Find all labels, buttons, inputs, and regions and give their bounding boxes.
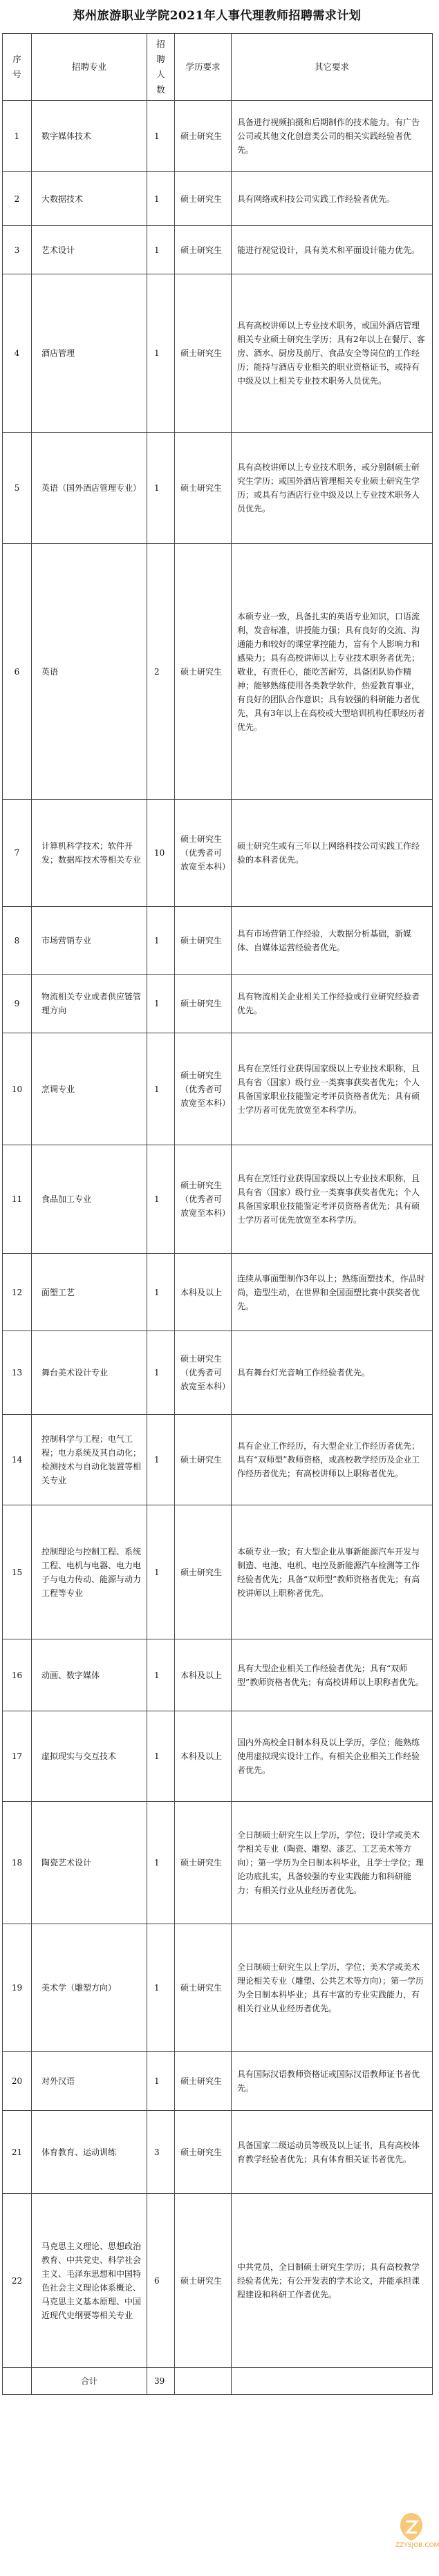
cell-no: 10 bbox=[3, 1033, 32, 1145]
table-row bbox=[3, 433, 433, 544]
cell-education: 硕士研究生 bbox=[175, 1802, 232, 1924]
cell-other: 具有高校讲师以上专业技术职务，或分别制硕士研究生学历；或国外酒店管理相关专业硕士研究生学历；或具有与酒店行业中级及以上专业技术职务人员优先。 bbox=[232, 433, 433, 544]
cell-count: 1 bbox=[147, 1415, 175, 1505]
table-row bbox=[3, 1254, 433, 1331]
cell-education: 硕士研究生 bbox=[175, 1505, 232, 1639]
cell-other: 具有在烹饪行业获得国家级以上专业技术职称，且具有省（国家）级行业一类赛事获奖者优先；个人具备国家职业技能鉴定考评员资格者优先；具有硕士学历者可优先放宽至本科学历。 bbox=[232, 1145, 433, 1254]
cell-major: 食品加工专业 bbox=[32, 1145, 147, 1254]
cell-no: 21 bbox=[3, 2111, 32, 2194]
cell-other: 本硕专业一致；有大型企业从事新能源汽车开发与制造、电池、电机、电控及新能源汽车检测等工作经验者优先；具备“双师型”教师资格者优先；有高校讲师以上职称者优先。 bbox=[232, 1505, 433, 1639]
cell-other: 连续从事面塑制作3年以上；熟练面塑技术，作品时尚，造型生动，在世界和全国面塑比赛中获奖者优先。 bbox=[232, 1254, 433, 1331]
cell-major: 艺术设计 bbox=[32, 226, 147, 274]
cell-major: 控制科学与工程；电气工程；电力系统及其自动化；检测技术与自动化装置等相关专业 bbox=[32, 1415, 147, 1505]
cell-education: 硕士研究生（优秀者可放宽至本科） bbox=[175, 1145, 232, 1254]
cell-major: 大数据技术 bbox=[32, 172, 147, 226]
total-label: 合计 bbox=[32, 2368, 147, 2395]
cell-other: 具有企业工作经历，有大型企业工作经历者优先；具有“双师型”教师资格，或高校教学经历及企业工作经历者优先；有高校讲师以上职称者优先。 bbox=[232, 1415, 433, 1505]
header-major: 招聘专业 bbox=[32, 34, 147, 101]
cell-other: 具有网络或科技公司实践工作经验者优先。 bbox=[232, 172, 433, 226]
cell-education: 硕士研究生 bbox=[175, 1924, 232, 2052]
table-row bbox=[3, 2194, 433, 2368]
cell-no: 12 bbox=[3, 1254, 32, 1331]
watermark-text: ZZYSJOB.COM bbox=[395, 2542, 439, 2549]
total-empty-cell bbox=[232, 2368, 433, 2395]
cell-education: 硕士研究生 bbox=[175, 101, 232, 172]
cell-no: 1 bbox=[3, 101, 32, 172]
table-row bbox=[3, 226, 433, 274]
table-row bbox=[3, 975, 433, 1033]
cell-major: 马克思主义理论、思想政治教育、中共党史、科学社会主义、毛泽东思想和中国特色社会主义理论体系概论、马克思主义基本原理、中国近现代史纲要等相关专业 bbox=[32, 2194, 147, 2368]
cell-major: 英语（国外酒店管理专业） bbox=[32, 433, 147, 544]
cell-no: 9 bbox=[3, 975, 32, 1033]
cell-education: 本科及以上 bbox=[175, 1639, 232, 1711]
header-other: 其它要求 bbox=[232, 34, 433, 101]
cell-no: 14 bbox=[3, 1415, 32, 1505]
cell-no: 4 bbox=[3, 274, 32, 433]
cell-education: 硕士研究生 bbox=[175, 975, 232, 1033]
cell-other: 具有国际汉语教师资格证或国际汉语教师证书者优先。 bbox=[232, 2052, 433, 2111]
cell-no: 22 bbox=[3, 2194, 32, 2368]
cell-education: 硕士研究生（优秀者可放宽至本科） bbox=[175, 1331, 232, 1415]
table-row bbox=[3, 1033, 433, 1145]
cell-major: 烹调专业 bbox=[32, 1033, 147, 1145]
cell-count: 2 bbox=[147, 544, 175, 800]
cell-other: 具有高校讲师以上专业技术职务，或国外酒店管理相关专业硕士研究生学历；具有2年以上在餐厅、客房、酒水、厨房及前厅、食品安全等岗位的工作经历；能持与酒店专业相关的职业资格证书，或持有中级及以上相关专业技术职务人员优先。 bbox=[232, 274, 433, 433]
cell-other: 具有在烹饪行业获得国家级以上专业技术职称，且具有省（国家）级行业一类赛事获奖者优先；个人具备国家职业技能鉴定考评员资格者优先；具有硕士学历者可优先放宽至本科学历。 bbox=[232, 1033, 433, 1145]
cell-other: 具有市场营销工作经验，大数据分析基础，新媒体、自媒体运营经验者优先。 bbox=[232, 907, 433, 975]
cell-major: 动画、数字媒体 bbox=[32, 1639, 147, 1711]
cell-major: 舞台美术设计专业 bbox=[32, 1331, 147, 1415]
cell-other: 硕士研究生或有三年以上网络科技公司实践工作经验的本科者优先。 bbox=[232, 800, 433, 907]
table-row bbox=[3, 907, 433, 975]
cell-no: 20 bbox=[3, 2052, 32, 2111]
cell-education: 硕士研究生 bbox=[175, 226, 232, 274]
cell-no: 19 bbox=[3, 1924, 32, 2052]
cell-count: 6 bbox=[147, 2194, 175, 2368]
cell-no: 8 bbox=[3, 907, 32, 975]
cell-major: 物流相关专业或者供应链管理方向 bbox=[32, 975, 147, 1033]
table-row bbox=[3, 1145, 433, 1254]
cell-no: 3 bbox=[3, 226, 32, 274]
site-watermark bbox=[395, 2512, 439, 2556]
cell-count: 1 bbox=[147, 1033, 175, 1145]
cell-count: 1 bbox=[147, 1802, 175, 1924]
cell-education: 本科及以上 bbox=[175, 1254, 232, 1331]
cell-count: 1 bbox=[147, 1505, 175, 1639]
cell-count: 1 bbox=[147, 2052, 175, 2111]
cell-other: 本硕专业一致，具备扎实的英语专业知识，口语流利，发音标准，讲授能力强；具有良好的交流、沟通能力和较好的课堂掌控能力，富有个人影响力和感染力；具有高校讲师以上专业技术职务者优先；敬业，有责任心，能吃苦耐劳，具备团队协作精神；能够熟练使用各类教学软件，热爱教育事业，有良好的团队合作意识；具有较强的科研能力者优先，具有3年以上在高校或大型培训机构任职经历者优先。 bbox=[232, 544, 433, 800]
cell-other: 具备国家二级运动员等级及以上证书，具有高校体育教学经验者优先；具有体育相关证书者优先。 bbox=[232, 2111, 433, 2194]
table-row bbox=[3, 1924, 433, 2052]
cell-count: 1 bbox=[147, 274, 175, 433]
cell-other: 国内外高校全日制本科及以上学历，学位；能熟练使用虚拟现实设计工作。有相关企业相关工作经验者优先。 bbox=[232, 1711, 433, 1802]
total-empty-cell bbox=[3, 2368, 32, 2395]
cell-no: 5 bbox=[3, 433, 32, 544]
cell-major: 陶瓷艺术设计 bbox=[32, 1802, 147, 1924]
cell-no: 13 bbox=[3, 1331, 32, 1415]
header-education: 学历要求 bbox=[175, 34, 232, 101]
cell-education: 硕士研究生 bbox=[175, 274, 232, 433]
cell-count: 1 bbox=[147, 1711, 175, 1802]
cell-count: 1 bbox=[147, 1145, 175, 1254]
cell-count: 1 bbox=[147, 226, 175, 274]
table-row bbox=[3, 1711, 433, 1802]
cell-major: 计算机科学技术；软件开发；数据库技术等相关专业 bbox=[32, 800, 147, 907]
cell-education: 硕士研究生 bbox=[175, 2194, 232, 2368]
cell-no: 15 bbox=[3, 1505, 32, 1639]
cell-no: 2 bbox=[3, 172, 32, 226]
cell-no: 17 bbox=[3, 1711, 32, 1802]
cell-no: 16 bbox=[3, 1639, 32, 1711]
cell-count: 1 bbox=[147, 433, 175, 544]
total-count: 39 bbox=[147, 2368, 175, 2395]
cell-count: 3 bbox=[147, 2111, 175, 2194]
cell-other: 具备进行视频拍摄和后期制作的技术能力。有广告公司或其他文化创意类公司的相关实践经验者优先。 bbox=[232, 101, 433, 172]
cell-major: 酒店管理 bbox=[32, 274, 147, 433]
cell-no: 6 bbox=[3, 544, 32, 800]
cell-count: 10 bbox=[147, 800, 175, 907]
cell-education: 硕士研究生 bbox=[175, 172, 232, 226]
cell-count: 1 bbox=[147, 1924, 175, 2052]
cell-other: 具有舞台灯光音响工作经验者优先。 bbox=[232, 1331, 433, 1415]
cell-education: 本科及以上 bbox=[175, 1711, 232, 1802]
cell-no: 18 bbox=[3, 1802, 32, 1924]
cell-major: 面塑工艺 bbox=[32, 1254, 147, 1331]
total-row bbox=[3, 2368, 433, 2395]
cell-major: 英语 bbox=[32, 544, 147, 800]
cell-education: 硕士研究生 bbox=[175, 2111, 232, 2194]
cell-education: 硕士研究生（优秀者可放宽至本科） bbox=[175, 800, 232, 907]
cell-other: 中共党员，全日制硕士研究生学历；具有高校教学经验者优先；有公开发表的学术论文，并能承担课程建设和科研工作者优先。 bbox=[232, 2194, 433, 2368]
cell-education: 硕士研究生 bbox=[175, 2052, 232, 2111]
table-row bbox=[3, 101, 433, 172]
cell-count: 1 bbox=[147, 172, 175, 226]
table-row bbox=[3, 2052, 433, 2111]
table-row bbox=[3, 274, 433, 433]
cell-no: 11 bbox=[3, 1145, 32, 1254]
cell-other: 全日制硕士研究生以上学历，学位；美术学或美术理论相关专业（雕塑、公共艺术等方向）；第一学历为全日制本科毕业；具有丰富的专业实践能力，有相关行业从业经历者优先。 bbox=[232, 1924, 433, 2052]
table-row bbox=[3, 1639, 433, 1711]
cell-major: 市场营销专业 bbox=[32, 907, 147, 975]
cell-major: 体育教育、运动训练 bbox=[32, 2111, 147, 2194]
table-row bbox=[3, 800, 433, 907]
table-row bbox=[3, 544, 433, 800]
cell-major: 虚拟现实与交互技术 bbox=[32, 1711, 147, 1802]
cell-major: 美术学（雕塑方向） bbox=[32, 1924, 147, 2052]
table-row bbox=[3, 1331, 433, 1415]
cell-count: 1 bbox=[147, 907, 175, 975]
cell-other: 具有大型企业相关工作经验者优先；具有“双师型”教师资格者优先；有高校讲师以上职称者优先。 bbox=[232, 1639, 433, 1711]
page-title: 郑州旅游职业学院2021年人事代理教师招聘需求计划 bbox=[73, 9, 362, 23]
logo-icon bbox=[398, 2512, 425, 2542]
header-count: 招聘人数 bbox=[147, 34, 175, 101]
cell-education: 硕士研究生（优秀者可放宽至本科） bbox=[175, 1033, 232, 1145]
table-row bbox=[3, 2111, 433, 2194]
cell-other: 具有物流相关企业相关工作经验或行业研究经验者优先。 bbox=[232, 975, 433, 1033]
cell-count: 1 bbox=[147, 1254, 175, 1331]
table-row bbox=[3, 1802, 433, 1924]
cell-other: 全日制硕士研究生以上学历，学位；设计学或美术学相关专业（陶瓷、雕塑、漆艺、工艺美术等方向）；第一学历为全日制本科毕业，且学士学位；理论功底扎实，具备较强的专业实践能力和科研能力；有相关行业从业经历者优先。 bbox=[232, 1802, 433, 1924]
total-empty-cell bbox=[175, 2368, 232, 2395]
cell-education: 硕士研究生 bbox=[175, 1415, 232, 1505]
cell-count: 1 bbox=[147, 101, 175, 172]
table-row bbox=[3, 1505, 433, 1639]
cell-no: 7 bbox=[3, 800, 32, 907]
cell-major: 对外汉语 bbox=[32, 2052, 147, 2111]
cell-count: 1 bbox=[147, 975, 175, 1033]
cell-education: 硕士研究生 bbox=[175, 907, 232, 975]
cell-count: 1 bbox=[147, 1639, 175, 1711]
cell-count: 1 bbox=[147, 1331, 175, 1415]
cell-education: 硕士研究生 bbox=[175, 433, 232, 544]
cell-major: 控制理论与控制工程、系统工程、电机与电器、电力电子与电力传动、能源与动力工程等专业 bbox=[32, 1505, 147, 1639]
header-no: 序号 bbox=[3, 34, 32, 101]
recruitment-table bbox=[2, 33, 433, 2395]
cell-education: 硕士研究生 bbox=[175, 544, 232, 800]
table-row bbox=[3, 1415, 433, 1505]
cell-major: 数字媒体技术 bbox=[32, 101, 147, 172]
table-row bbox=[3, 172, 433, 226]
cell-other: 能进行视觉设计，具有美术和平面设计能力优先。 bbox=[232, 226, 433, 274]
table-header-row bbox=[3, 34, 433, 101]
